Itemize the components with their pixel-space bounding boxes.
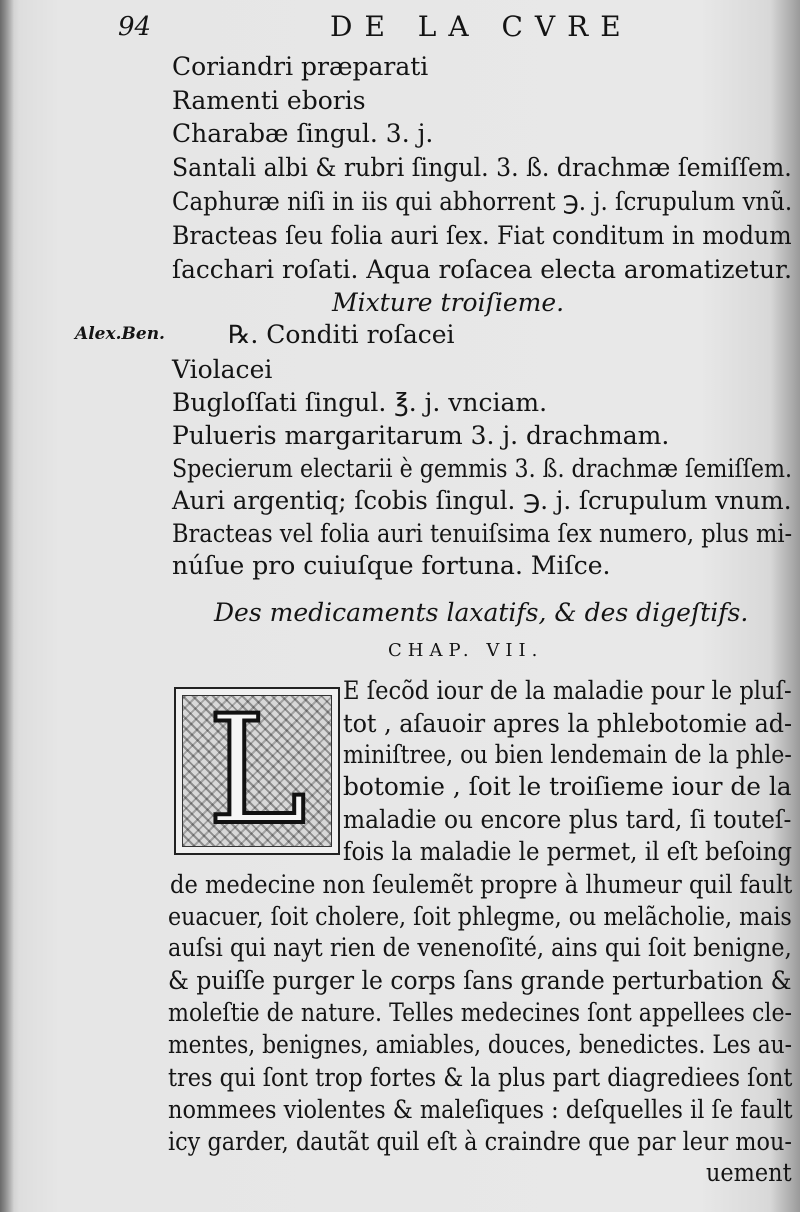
subheading: Mixture troiſieme.	[332, 288, 565, 317]
text-line: E ſecõd iour de la maladie pour le pluſ-	[343, 676, 792, 705]
text-line: Coriandri præparati	[172, 52, 429, 81]
chapter-title: Des medicaments laxatifs, & des digeſtifs.	[214, 598, 749, 627]
text-line: núſue pro cuiuſque fortuna. Miſce.	[172, 551, 611, 580]
running-head: DE LA CVRE	[330, 10, 633, 43]
text-line: ℞. Conditi roſacei	[228, 320, 455, 349]
text-line: Ramenti eboris	[172, 86, 366, 115]
text-line: fois la maladie le permet, il eſt beſoing	[343, 837, 793, 866]
chapter-number: CHAP. VII.	[388, 640, 544, 661]
text-line: miniſtree, ou bien lendemain de la phle-	[343, 740, 792, 769]
text-line: Caphuræ niſi in iis qui abhorrent ℈. j. ſcrupulum vnũ.	[172, 187, 793, 216]
text-line: tres qui ſont trop fortes & la plus part diagrediees ſont	[168, 1063, 793, 1092]
text-line: nommees violentes & maleſiques : deſquelles il ſe fault	[168, 1095, 793, 1124]
catchword: uement	[706, 1158, 792, 1187]
text-line: Santali albi & rubri ſingul. 3. ß. drachmæ ſemiſſem.	[172, 153, 792, 182]
text-line: mentes, benignes, amiables, douces, benedictes. Les au-	[168, 1030, 793, 1059]
text-line: euacuer, ſoit cholere, ſoit phlegme, ou melãcholie, mais	[168, 902, 792, 931]
text-line: auſsi qui nayt rien de venenoſité, ains qui ſoit benigne,	[168, 933, 792, 962]
text-line: icy garder, dautãt quil eſt à craindre que par leur mou-	[168, 1127, 792, 1156]
text-line: & puiſſe purger le corps ſans grande perturbation &	[168, 966, 792, 995]
text-line: Auri argentiq; ſcobis ſingul. ℈. j. ſcrupulum vnum.	[172, 486, 792, 515]
gutter-shadow	[0, 0, 14, 1212]
page-number: 94	[118, 12, 152, 42]
text-line: Specierum electarii è gemmis 3. ß. drachmæ ſemiſſem.	[172, 454, 793, 483]
margin-note: Alex.Ben.	[75, 324, 165, 344]
text-line: Bracteas ſeu folia auri ſex. Fiat conditum in modum	[172, 221, 792, 250]
initial-letter: L	[207, 684, 307, 858]
text-line: Charabæ ſingul. 3. j.	[172, 119, 434, 148]
text-line: Bracteas vel folia auri tenuiſsima ſex numero, plus mi-	[172, 519, 793, 548]
text-line: Bugloſſati ſingul. ℥. j. vnciam.	[172, 388, 548, 417]
text-line: maladie ou encore plus tard, ſi touteſ-	[343, 805, 792, 834]
decorated-initial	[174, 684, 340, 858]
text-line: botomie , ſoit le troiſieme iour de la	[343, 772, 792, 801]
text-line: Violacei	[172, 355, 273, 384]
text-line: tot , aſauoir apres la phlebotomie ad-	[343, 709, 793, 738]
text-line: moleſtie de nature. Telles medecines ſont appellees cle-	[168, 998, 793, 1027]
text-line: Pulueris margaritarum 3. j. drachmam.	[172, 421, 670, 450]
text-line: ſacchari roſati. Aqua roſacea electa aromatizetur.	[172, 255, 793, 284]
text-line: de medecine non ſeulemẽt propre à lhumeur quil fault	[170, 870, 793, 899]
page-header	[0, 10, 800, 50]
